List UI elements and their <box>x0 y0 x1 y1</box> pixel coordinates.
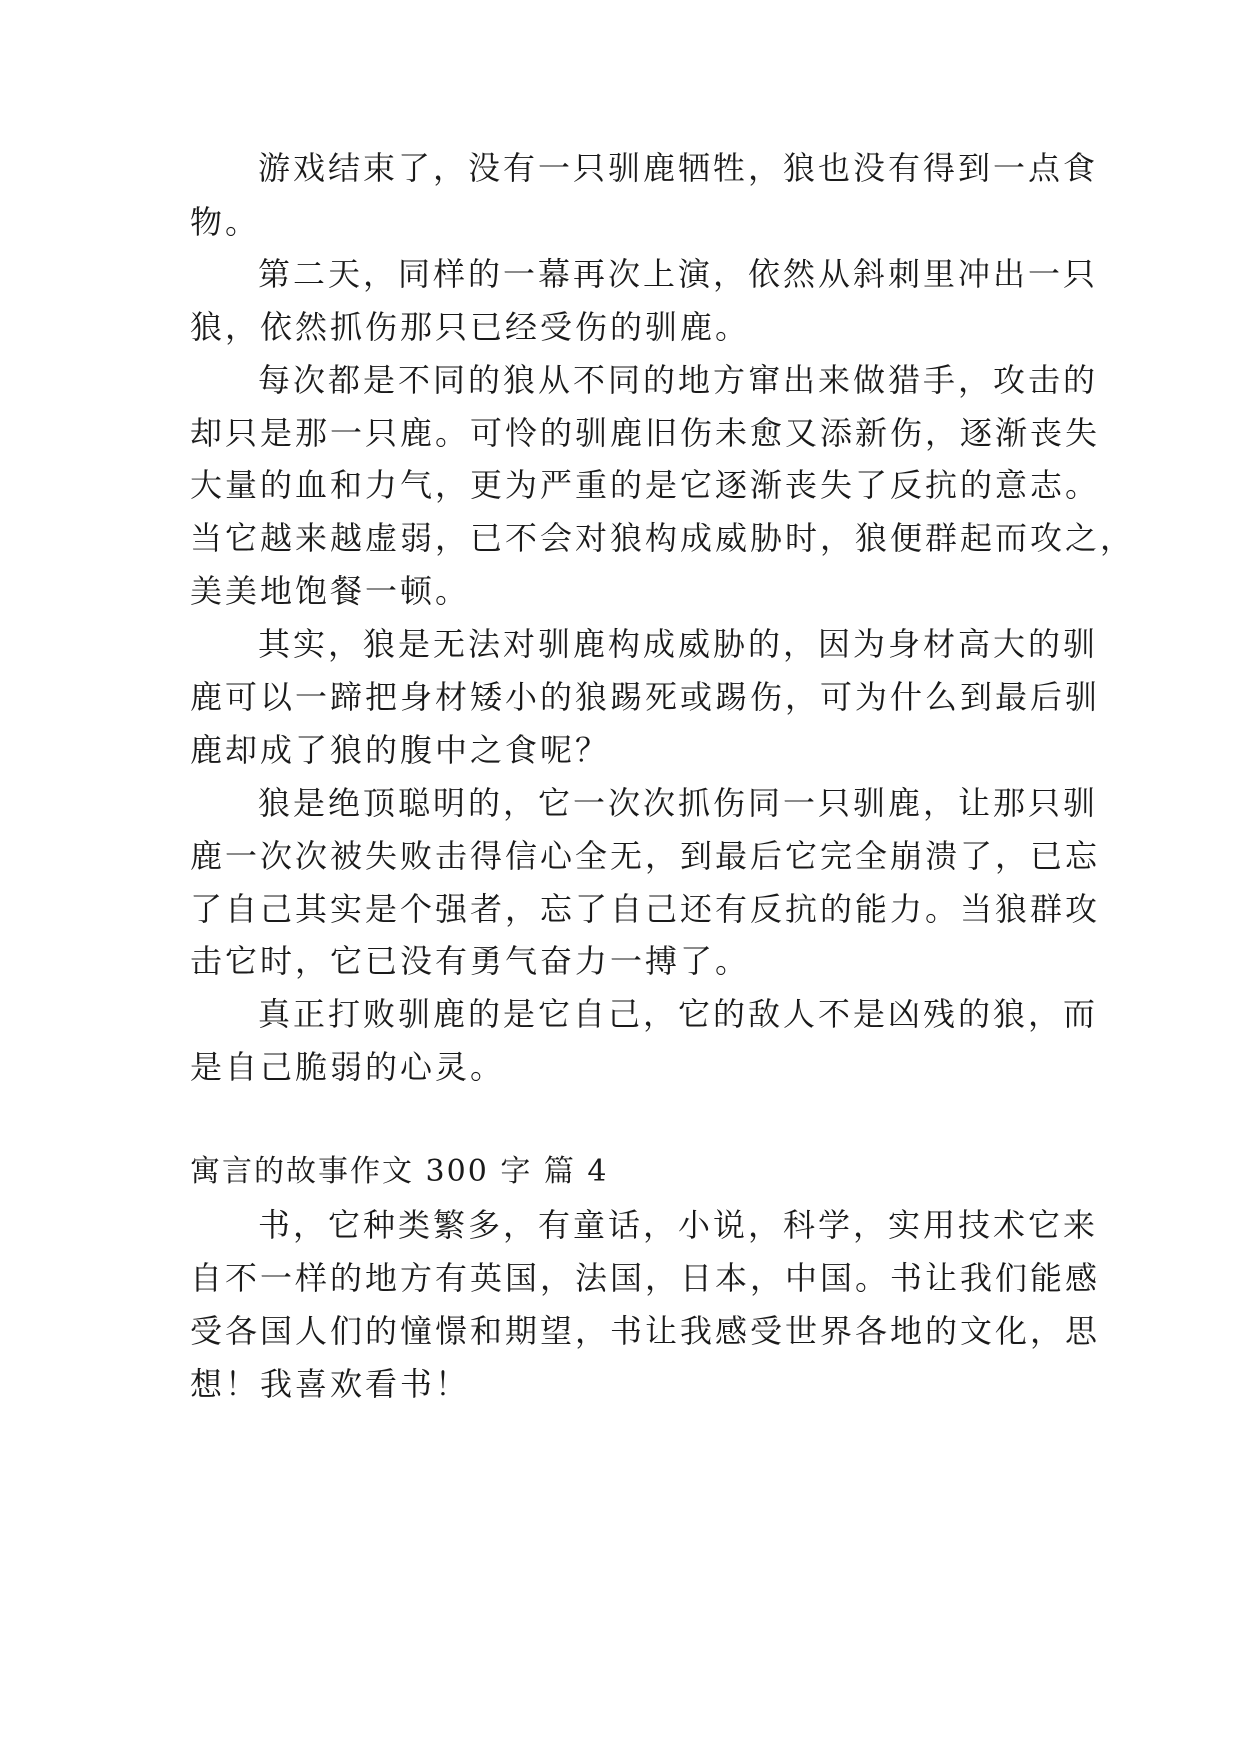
paragraph-line: 真正打败驯鹿的是它自己，它的敌人不是凶残的狼，而 <box>258 995 1099 1033</box>
paragraph-line: 击它时，它已没有勇气奋力一搏了。 <box>190 942 751 980</box>
paragraph-line: 当它越来越虚弱，已不会对狼构成威胁时，狼便群起而攻之， <box>190 519 1136 557</box>
paragraph-line: 鹿一次次被失败击得信心全无，到最后它完全崩溃了，已忘 <box>190 837 1101 875</box>
paragraph-line: 大量的血和力气，更为严重的是它逐渐丧失了反抗的意志。 <box>190 466 1101 504</box>
paragraph-line: 其实，狼是无法对驯鹿构成威胁的，因为身材高大的驯 <box>258 625 1099 663</box>
paragraph-line: 第二天，同样的一幕再次上演，依然从斜刺里冲出一只 <box>258 255 1099 293</box>
section-heading: 寓言的故事作文 300 字 篇 4 <box>190 1154 609 1189</box>
paragraph-line: 游戏结束了，没有一只驯鹿牺牲，狼也没有得到一点食 <box>258 149 1099 187</box>
paragraph-line: 每次都是不同的狼从不同的地方窜出来做猎手，攻击的 <box>258 361 1099 399</box>
paragraph-line: 狼，依然抓伤那只已经受伤的驯鹿。 <box>190 308 751 346</box>
paragraph-line: 书，它种类繁多，有童话，小说，科学，实用技术它来 <box>258 1206 1099 1244</box>
paragraph-line: 想！我喜欢看书！ <box>190 1365 471 1403</box>
paragraph-line: 鹿可以一蹄把身材矮小的狼踢死或踢伤，可为什么到最后驯 <box>190 678 1101 716</box>
paragraph-line: 美美地饱餐一顿。 <box>190 572 471 610</box>
paragraph-line: 却只是那一只鹿。可怜的驯鹿旧伤未愈又添新伤，逐渐丧失 <box>190 414 1101 452</box>
paragraph-line: 物。 <box>190 203 261 241</box>
paragraph-line: 鹿却成了狼的腹中之食呢？ <box>190 731 611 769</box>
paragraph-line: 自不一样的地方有英国，法国，日本，中国。书让我们能感 <box>190 1259 1101 1297</box>
paragraph-line: 受各国人们的憧憬和期望，书让我感受世界各地的文化，思 <box>190 1312 1101 1350</box>
paragraph-line: 狼是绝顶聪明的，它一次次抓伤同一只驯鹿，让那只驯 <box>258 784 1099 822</box>
paragraph-line: 了自己其实是个强者，忘了自己还有反抗的能力。当狼群攻 <box>190 890 1101 928</box>
paragraph-line: 是自己脆弱的心灵。 <box>190 1048 506 1086</box>
